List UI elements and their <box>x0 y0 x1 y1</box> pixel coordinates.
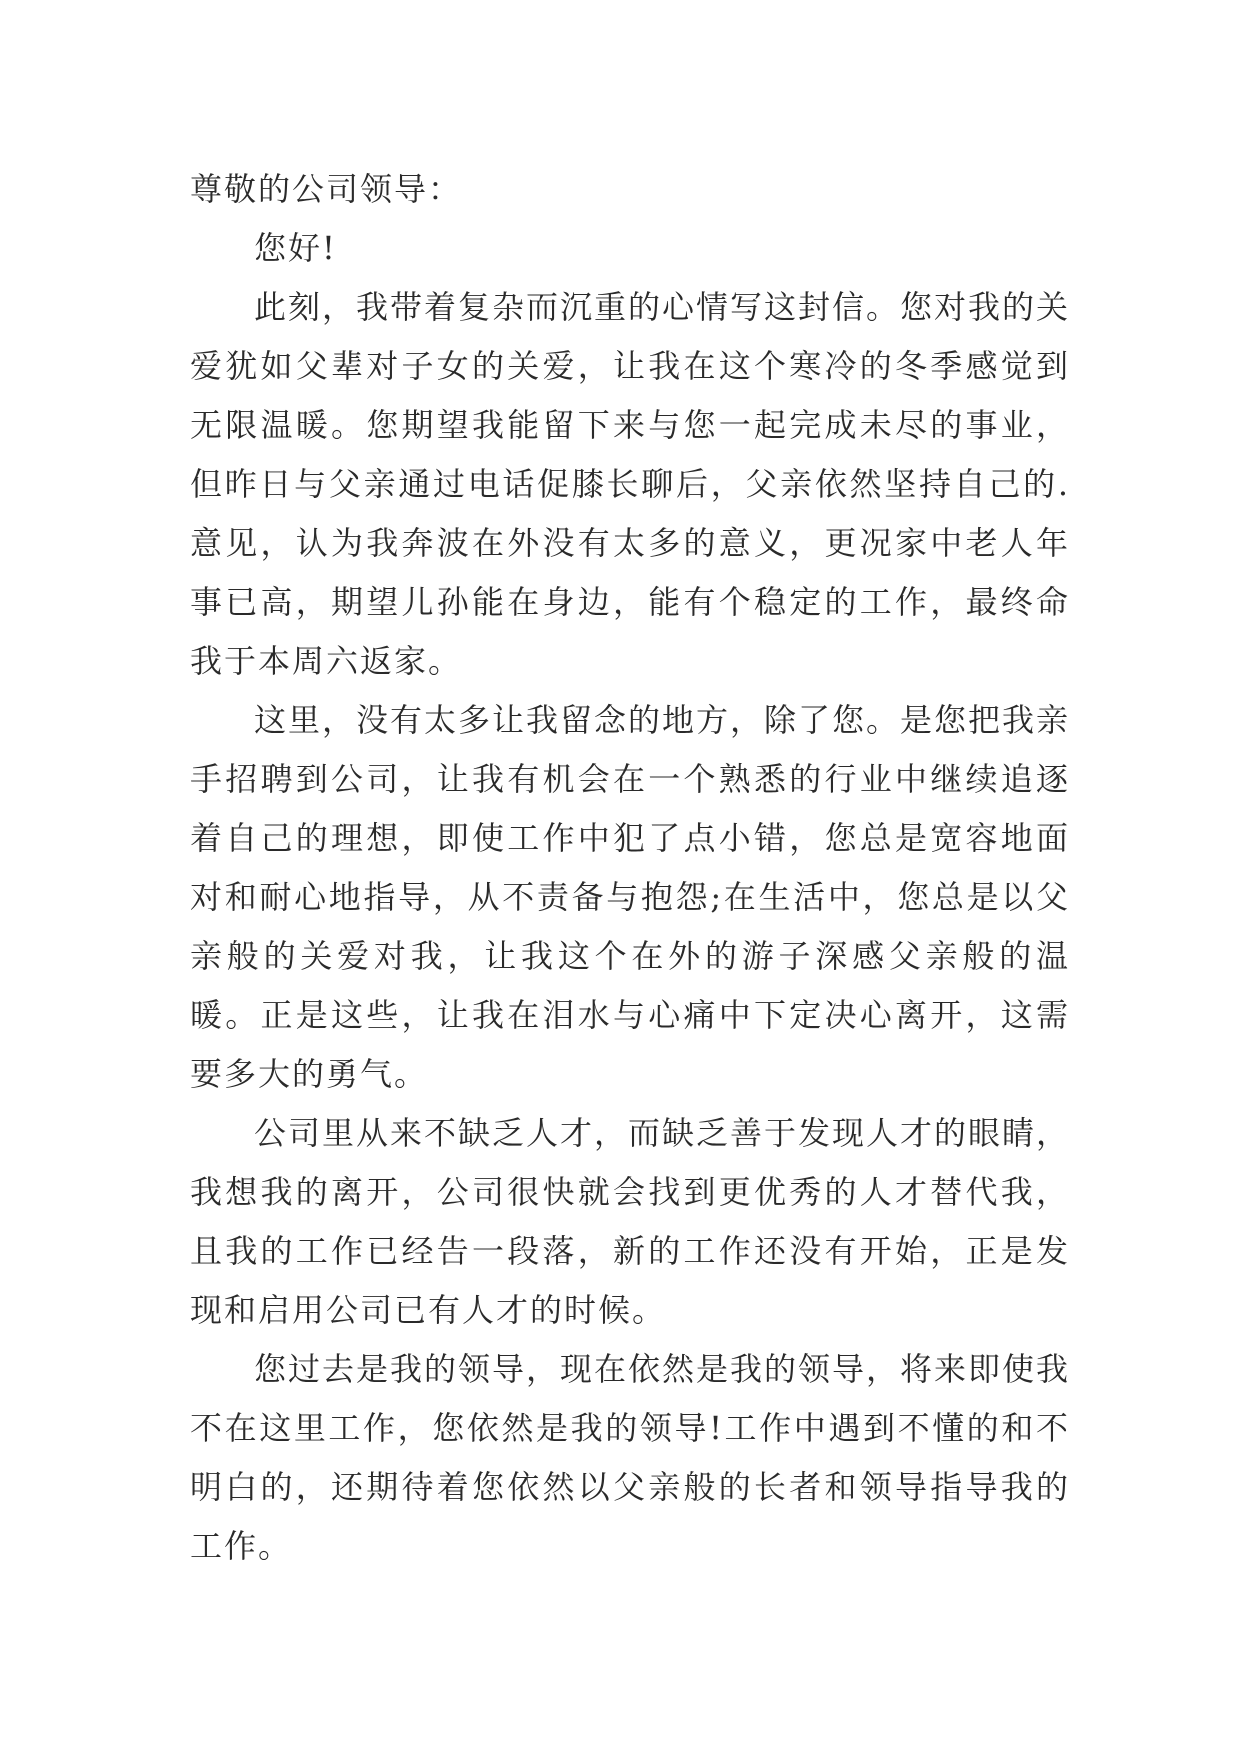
paragraph-2: 这里，没有太多让我留念的地方，除了您。是您把我亲手招聘到公司，让我有机会在一个熟悉的行业中继续追逐着自己的理想，即使工作中犯了点小错，您总是宽容地面对和耐心地指导，从不责备与抱怨;在生活中，您总是以父亲般的关爱对我，让我这个在外的游子深感父亲般的温暖。正是这些，让我在泪水与心痛中下定决心离开，这需要多大的勇气。 <box>190 701 1071 1093</box>
salutation: 尊敬的公司领导： <box>190 170 463 208</box>
paragraph-1: 此刻，我带着复杂而沉重的心情写这封信。您对我的关爱犹如父辈对子女的关爱，让我在这个寒冷的冬季感觉到无限温暖。您期望我能留下来与您一起完成未尽的事业，但昨日与父亲通过电话促膝长聊后，父亲依然坚持自己的.意见，认为我奔波在外没有太多的意义，更况家中老人年事已高，期望儿孙能在身边，能有个稳定的工作，最终命我于本周六返家。 <box>190 288 1071 680</box>
paragraph-4: 您过去是我的领导，现在依然是我的领导，将来即使我不在这里工作，您依然是我的领导!工作中遇到不懂的和不明白的，还期待着您依然以父亲般的长者和领导指导我的工作。 <box>190 1350 1071 1565</box>
paragraph-3: 公司里从来不缺乏人才，而缺乏善于发现人才的眼睛，我想我的离开，公司很快就会找到更优秀的人才替代我，且我的工作已经告一段落，新的工作还没有开始，正是发现和启用公司已有人才的时候。 <box>190 1114 1071 1329</box>
greeting-paragraph: 您好! <box>254 229 337 267</box>
letter-body <box>190 160 1070 1576</box>
